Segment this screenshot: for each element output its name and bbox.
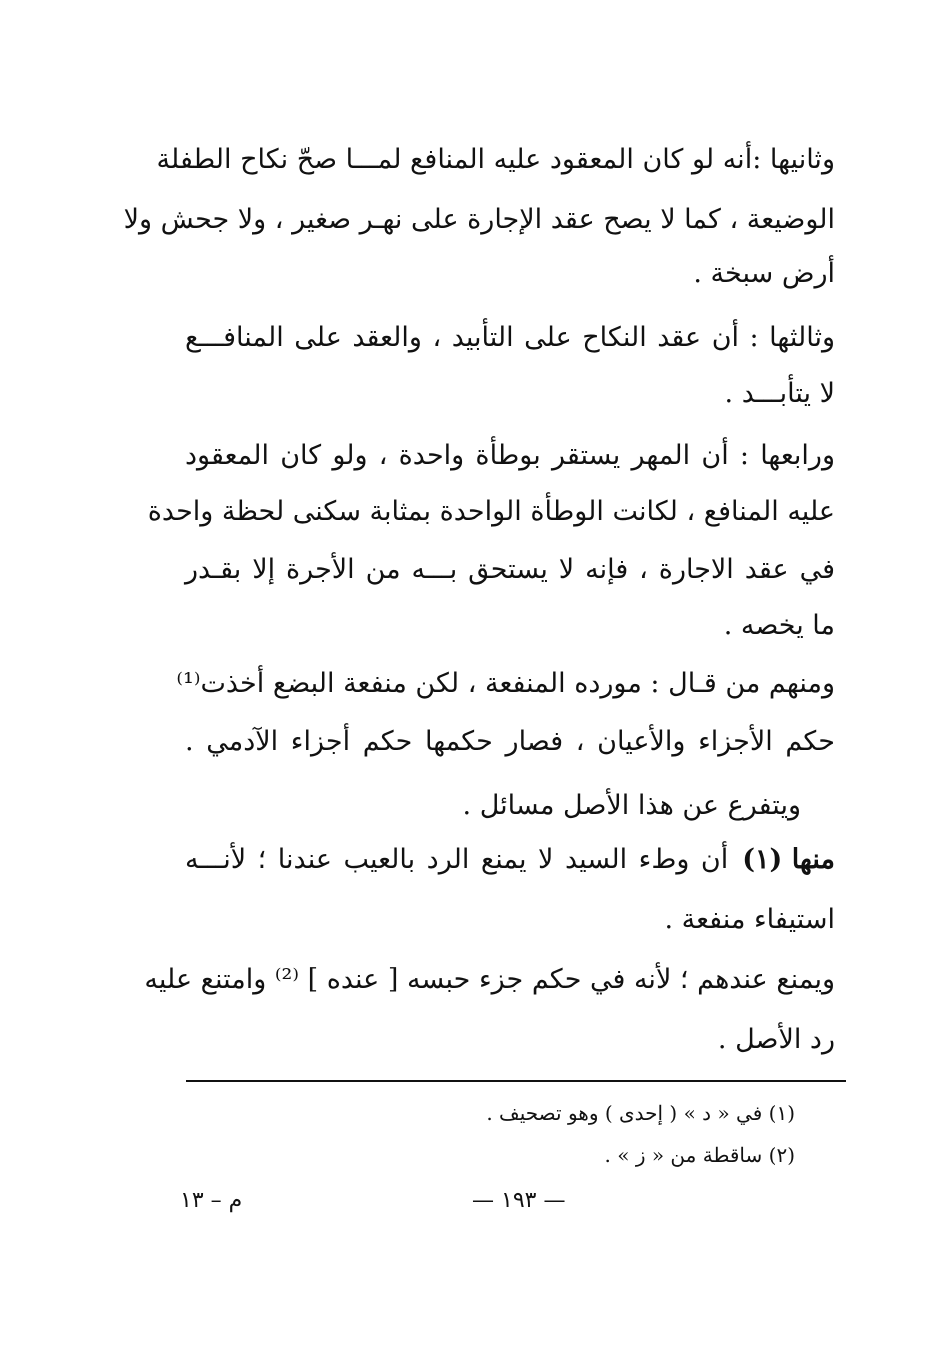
text-line: حكم الأجزاء والأعيان ، فصار حكمها حكم أجزاء الآدمي . <box>185 726 835 757</box>
text-line: ويمنع عندهم ؛ لأنه في حكم جزء حبسه [ عنده ] ⁽²⁾ وامتنع عليه <box>144 964 835 995</box>
text-line: استيفاء منفعة . <box>664 904 835 935</box>
footnote: (٢) ساقطة من « ز » . <box>604 1143 795 1167</box>
text-line: ما يخصه . <box>723 610 835 641</box>
item-text: أن وطء السيد لا يمنع الرد بالعيب عندنا ؛ لأنـــه <box>185 844 729 875</box>
footnote: (١) في « د » ( إحدى ) وهو تصحيف . <box>486 1101 795 1125</box>
text-line: ورابعها : أن المهر يستقر بوطأة واحدة ، ولو كان المعقود <box>185 440 835 471</box>
text-line <box>185 840 835 880</box>
text-line: وثالثها : أن عقد النكاح على التأبيد ، والعقد على المنافـــع <box>185 322 835 353</box>
text-line: وثانيها :أنه لو كان المعقود عليه المنافع لمـــا صحّ نكاح الطفلة <box>156 144 835 175</box>
text-line: لا يتأبـــد . <box>724 378 835 409</box>
text-line: الوضيعة ، كما لا يصح عقد الإجارة على نهـر صغير ، ولا جحش ولا <box>123 204 835 235</box>
signature-mark: م – ١٣ <box>180 1188 243 1213</box>
text-line: عليه المنافع ، لكانت الوطأة الواحدة بمثابة سكنى لحظة واحدة <box>147 496 835 527</box>
item-lead: منها (١) <box>742 844 835 875</box>
text-line: في عقد الاجارة ، فإنه لا يستحق بـــه من الأجرة إلا بقـدر <box>185 554 835 585</box>
text-line: رد الأصل . <box>717 1024 835 1055</box>
footnote-divider <box>186 1080 846 1082</box>
text-line: أرض سبخة . <box>693 258 835 289</box>
text-line: ويتفرع عن هذا الأصل مسائل . <box>462 790 801 821</box>
text-line: ومنهم من قـال : مورده المنفعة ، لكن منفعة البضع أخذت⁽¹⁾ <box>176 668 835 699</box>
page-number: — ١٩٣ — <box>472 1188 566 1213</box>
